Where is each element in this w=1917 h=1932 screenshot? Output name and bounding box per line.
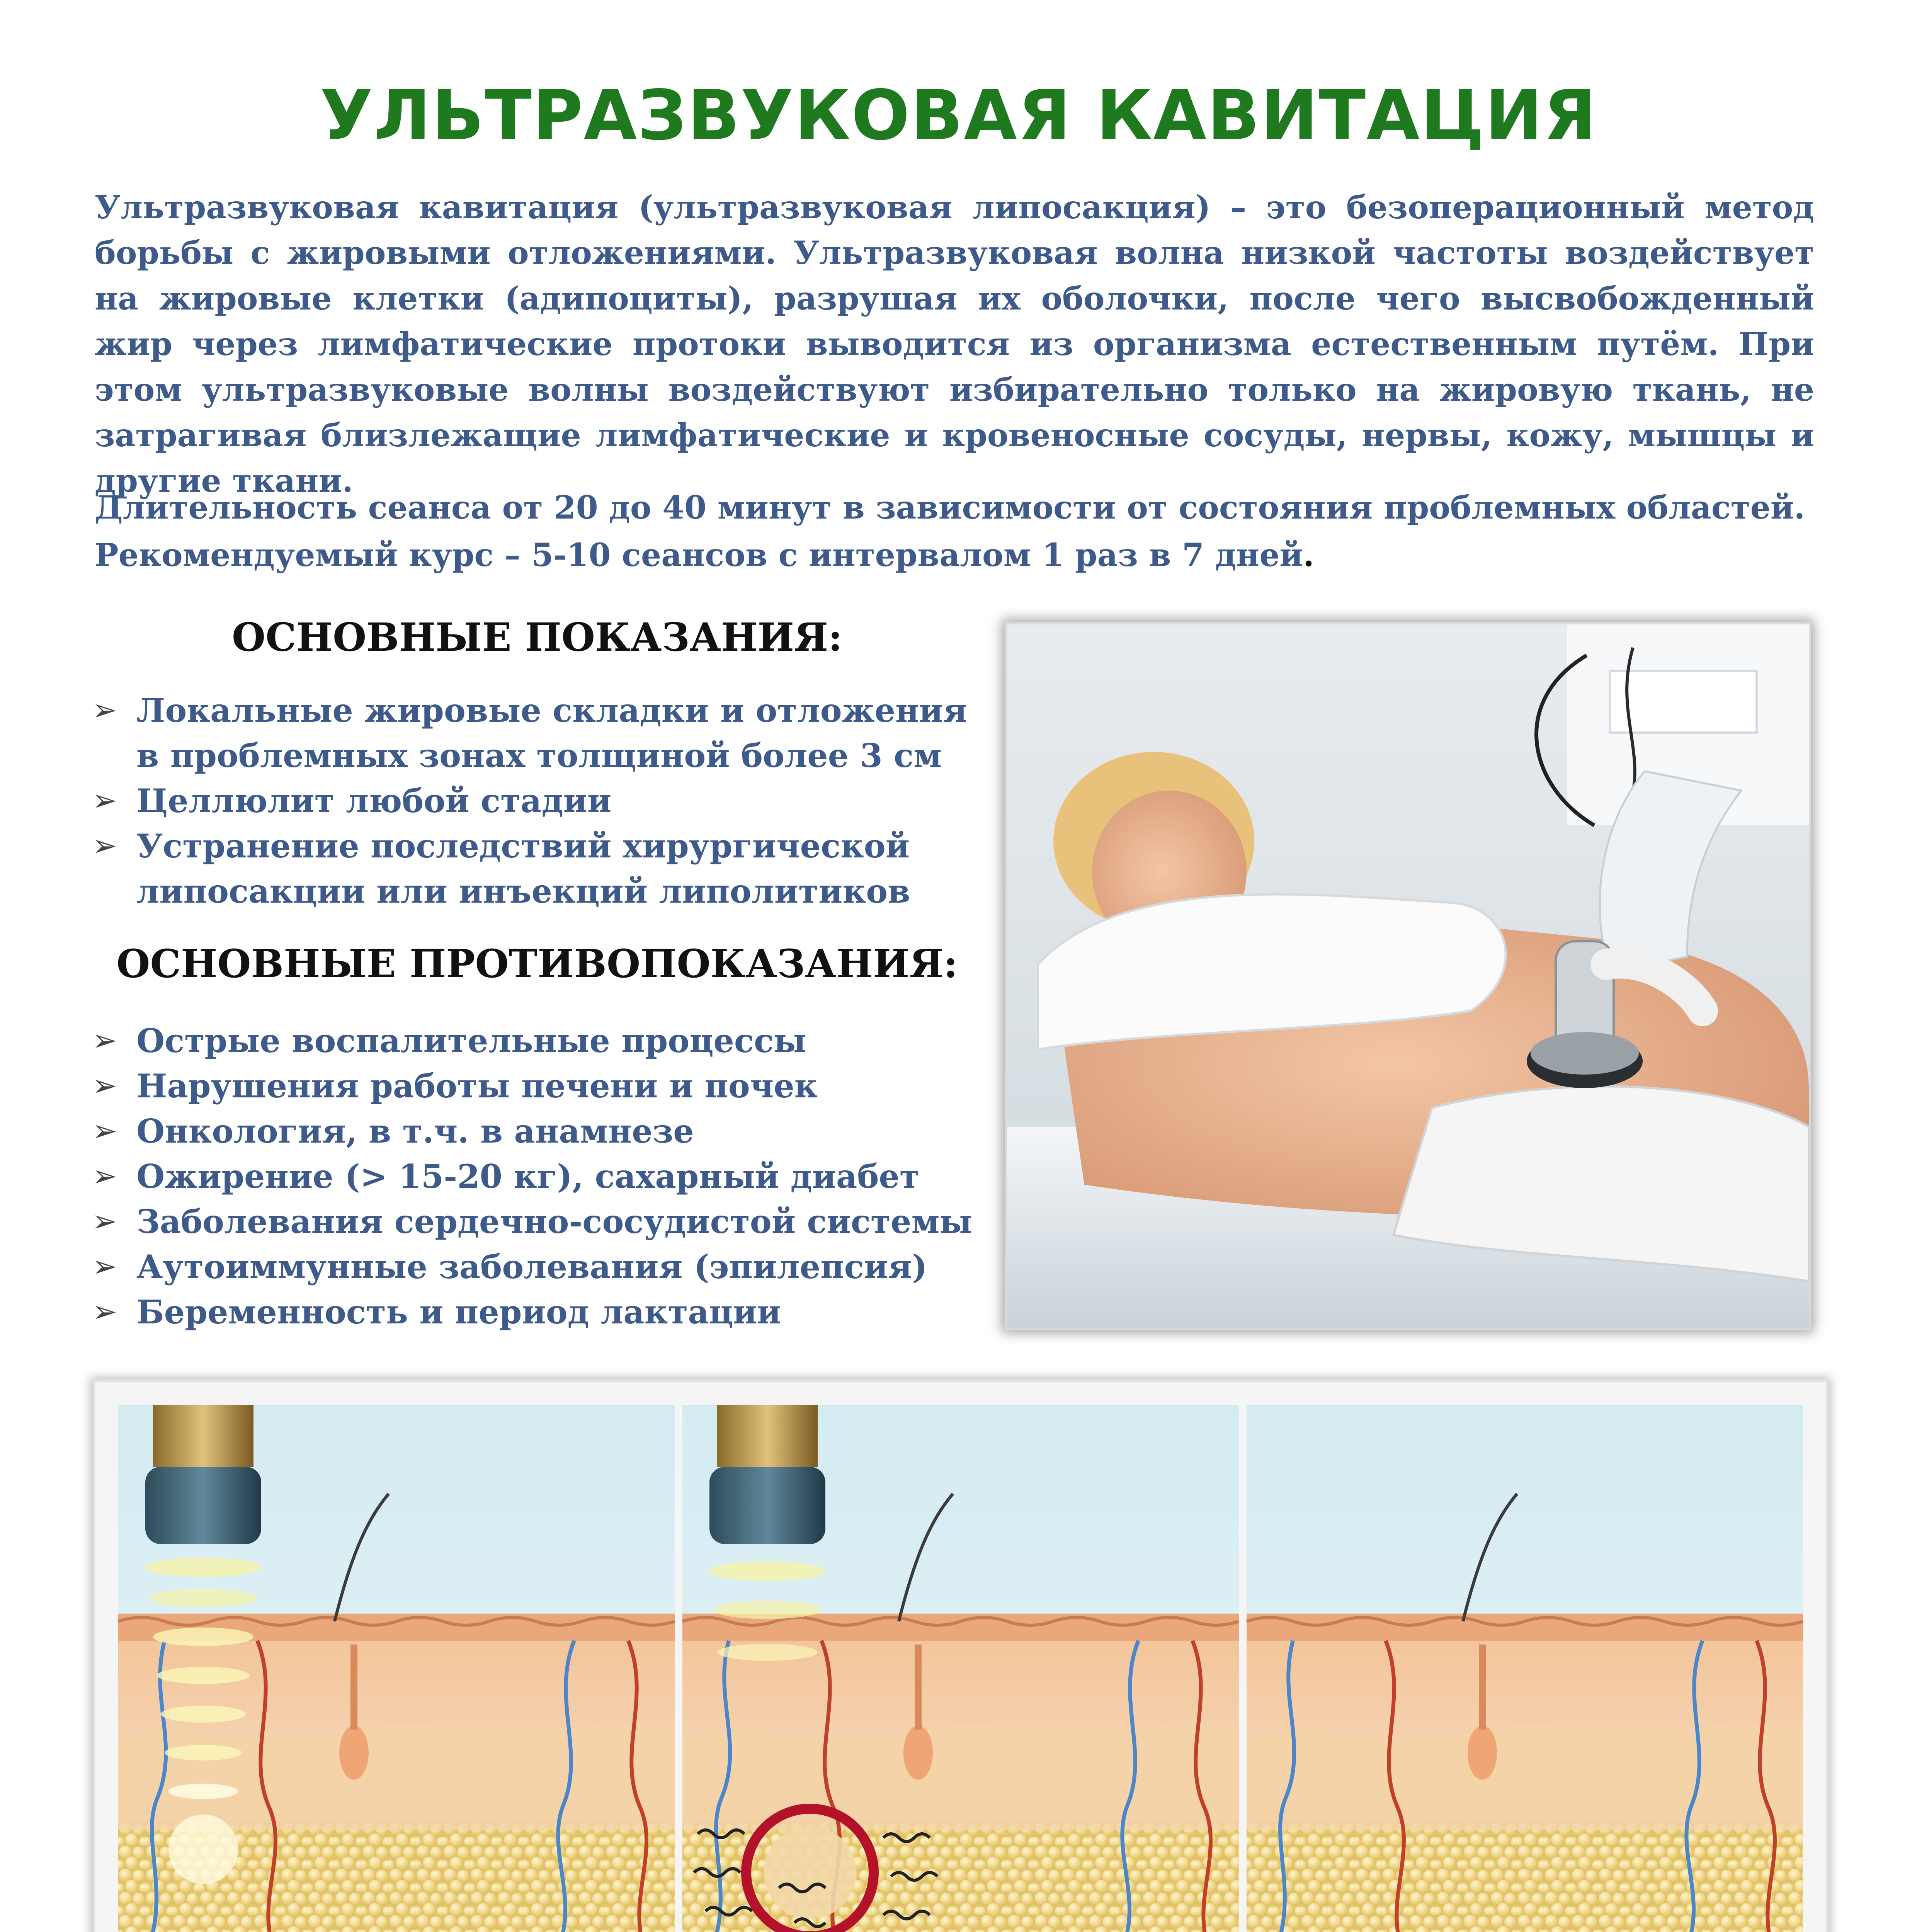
course-period: .: [1303, 537, 1314, 574]
list-item: ➢ Беременность и период лактации: [92, 1289, 988, 1335]
arrow-bullet-icon: ➢: [92, 1159, 117, 1194]
arrow-bullet-icon: ➢: [92, 828, 117, 863]
page-title: УЛЬТРАЗВУКОВАЯ КАВИТАЦИЯ: [320, 75, 1597, 155]
contraindications-list: [92, 1018, 988, 1335]
arrow-bullet-icon: ➢: [92, 783, 117, 818]
arrow-bullet-icon: ➢: [92, 1114, 117, 1148]
contraindications-heading: ОСНОВНЫЕ ПРОТИВОПОКАЗАНИЯ:: [116, 941, 958, 986]
list-item: ➢ Заболевания сердечно-сосудистой системы: [92, 1199, 988, 1244]
list-item: ➢ Ожирение (> 15-20 кг), сахарный диабет: [92, 1154, 988, 1199]
course-recommendation: [95, 532, 1814, 578]
procedure-photo: [1005, 622, 1811, 1330]
list-item: ➢ Острые воспалительные процессы: [92, 1018, 988, 1063]
list-item: ➢ Онкология, в т.ч. в анамнезе: [92, 1109, 988, 1154]
indications-list: [92, 688, 988, 914]
arrow-bullet-icon: ➢: [92, 1023, 117, 1058]
list-item: ➢ Аутоиммунные заболевания (эпилепсия): [92, 1244, 988, 1289]
list-item: ➢ Устранение последствий хирургической липосакции или инъекций липолитиков: [92, 823, 988, 914]
arrow-bullet-icon: ➢: [92, 1249, 117, 1284]
indications-heading: ОСНОВНЫЕ ПОКАЗАНИЯ:: [231, 614, 843, 660]
procedure-illustration: [1007, 624, 1809, 1328]
arrow-bullet-icon: ➢: [92, 1204, 117, 1239]
arrow-bullet-icon: ➢: [92, 1294, 117, 1329]
list-item: ➢ Целлюлит любой стадии: [92, 778, 988, 823]
arrow-bullet-icon: ➢: [92, 693, 117, 728]
cavitation-diagram: [93, 1379, 1829, 1932]
session-duration: Длительность сеанса от 20 до 40 минут в зависимости от состояния проблемных областей.: [95, 489, 1805, 526]
course-text: Рекомендуемый курс – 5-10 сеансов с интервалом 1 раз в 7 дней: [95, 537, 1303, 574]
list-item: ➢ Локальные жировые складки и отложения в проблемных зонах толщиной более 3 см: [92, 688, 988, 778]
intro-paragraph: Ультразвуковая кавитация (ультразвуковая липосакция) – это безоперационный метод борьбы с жировыми отложениями. Ультразвуковая волна низкой частоты воздействует на жировые клетки (адипоциты), разрушая их оболочки, после чего высвобожденный жир через лимфатические протоки выводится из организма естественным путём. При этом ультразвуковые волны воздействуют избирательно только на жировую ткань, не затрагивая близлежащие лимфатические и кровеносные сосуды, нервы, кожу, мышцы и другие ткани.: [95, 189, 1814, 500]
arrow-bullet-icon: ➢: [92, 1068, 117, 1103]
cavitation-illustration: [95, 1382, 1826, 1932]
list-item: ➢ Нарушения работы печени и почек: [92, 1063, 988, 1109]
